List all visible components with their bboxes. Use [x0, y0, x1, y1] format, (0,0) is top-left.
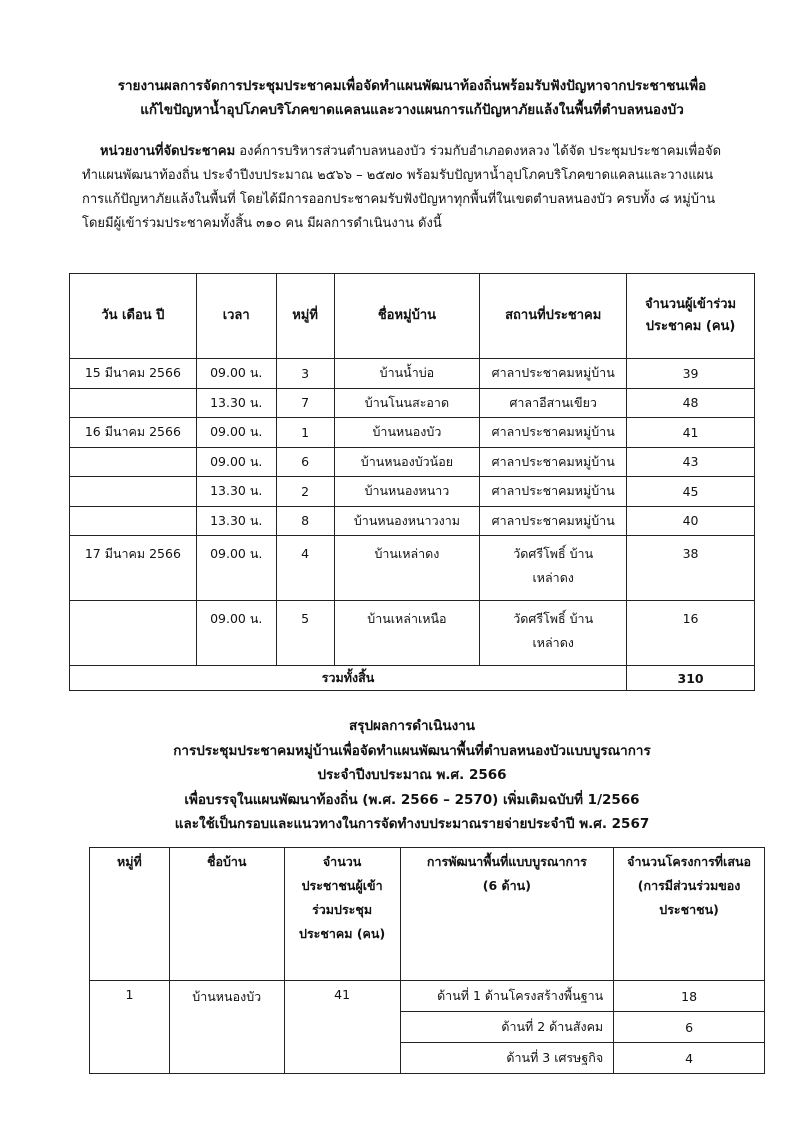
cell-count: 16 [627, 601, 755, 666]
cell-projects: 18 [614, 981, 765, 1012]
report-title-line-1: รายงานผลการจัดการประชุมประชาคมเพื่อจัดทำแผนพัฒนาท้องถิ่นพร้อมรับฟังปัญหาจากประชาชนเพื่อ [117, 78, 707, 94]
summary-line-1: สรุปผลการดำเนินงาน [348, 718, 476, 734]
cell-time: 09.00 น. [196, 447, 276, 477]
cell-count: 38 [627, 536, 755, 601]
cell-date: 15 มีนาคม 2566 [70, 359, 197, 389]
summary-heading [92, 714, 732, 837]
total-label: รวมทั้งสิ้น [70, 666, 627, 691]
cell-count: 39 [627, 359, 755, 389]
cell-place: ศาลาประชาคมหมู่บ้าน [480, 506, 627, 536]
cell-moo: 1 [90, 981, 170, 1074]
header-aspect: การพัฒนาพื้นที่แบบบูรณาการ (6 ด้าน) [400, 848, 614, 981]
cell-place: ศาลาอีสานเขียว [480, 388, 627, 418]
cell-village: บ้านโนนสะอาด [334, 388, 480, 418]
meeting-table-header [70, 274, 755, 359]
cell-village: บ้านเหล่าเหนือ [334, 601, 480, 666]
intro-text: องค์การบริหารส่วนตำบลหนองบัว ร่วมกับอำเภอดงหลวง ได้จัด ประชุมประชาคมเพื่อจัดทำแผนพัฒนาท้องถิ่น ประจำปีงบประมาณ ๒๕๖๖ – ๒๕๗๐ พร้อมรับปัญหาน้ำอุปโภคบริโภคขาดแคลนและวางแผนการแก้ปัญหาภัยแล้งในพื้นที่ โดยได้มีการออกประชาคมรับฟังปัญหาทุกพื้นที่ในเขตตำบลหนองบัว ครบทั้ง ๘ หมู่บ้าน โดยมีผู้เข้าร่วมประชาคมทั้งสิ้น ๓๑๐ คน มีผลการดำเนินงาน ดังนี้ [82, 144, 722, 231]
cell-village: บ้านหนองบัว [169, 981, 284, 1074]
table-row [70, 477, 755, 507]
cell-moo: 7 [276, 388, 334, 418]
table-row [70, 447, 755, 477]
cell-time: 13.30 น. [196, 506, 276, 536]
table-row [90, 981, 765, 1012]
cell-aspect: ด้านที่ 3 เศรษฐกิจ [400, 1043, 614, 1074]
cell-place: วัดศรีโพธิ์ บ้านเหล่าดง [480, 601, 627, 666]
summary-table-header [90, 848, 765, 981]
table-row [70, 536, 755, 601]
cell-aspect: ด้านที่ 2 ด้านสังคม [400, 1012, 614, 1043]
header-date: วัน เดือน ปี [70, 274, 197, 359]
summary-line-4: เพื่อบรรจุในแผนพัฒนาท้องถิ่น (พ.ศ. 2566 – 2570) เพิ่มเติมฉบับที่ 1/2566 [184, 791, 640, 808]
cell-moo: 4 [276, 536, 334, 601]
cell-count: 41 [627, 418, 755, 448]
table-row [70, 359, 755, 389]
cell-village: บ้านหนองหนาว [334, 477, 480, 507]
header-place: สถานที่ประชาคม [480, 274, 627, 359]
cell-count: 48 [627, 388, 755, 418]
cell-place: วัดศรีโพธิ์ บ้านเหล่าดง [480, 536, 627, 601]
cell-place: ศาลาประชาคมหมู่บ้าน [480, 359, 627, 389]
cell-date [70, 601, 197, 666]
cell-village: บ้านหนองบัวน้อย [334, 447, 480, 477]
report-title-line-2: แก้ไขปัญหาน้ำอุปโภคบริโภคขาดแคลนและวางแผนการแก้ปัญหาภัยแล้งในพื้นที่ตำบลหนองบัว [140, 102, 684, 118]
summary-line-2: การประชุมประชาคมหมู่บ้านเพื่อจัดทำแผนพัฒนาพื้นที่ตำบลหนองบัวแบบบูรณาการ [173, 742, 651, 759]
cell-aspect: ด้านที่ 1 ด้านโครงสร้างพื้นฐาน [400, 981, 614, 1012]
summary-table [89, 847, 765, 1074]
cell-date [70, 388, 197, 418]
total-value: 310 [627, 666, 755, 691]
cell-village: บ้านเหล่าดง [334, 536, 480, 601]
cell-village: บ้านหนองบัว [334, 418, 480, 448]
meeting-table [69, 273, 755, 691]
header-attendees: จำนวนประชาชนผู้เข้าร่วมประชุมประชาคม (คน) [284, 848, 400, 981]
table-row [70, 388, 755, 418]
table-total-row [70, 666, 755, 691]
cell-date: 16 มีนาคม 2566 [70, 418, 197, 448]
header-time: เวลา [196, 274, 276, 359]
cell-time: 09.00 น. [196, 601, 276, 666]
cell-place: ศาลาประชาคมหมู่บ้าน [480, 477, 627, 507]
cell-date [70, 447, 197, 477]
cell-time: 09.00 น. [196, 359, 276, 389]
header-moo: หมู่ที่ [90, 848, 170, 981]
header-village: ชื่อบ้าน [169, 848, 284, 981]
report-title [92, 74, 732, 122]
table-row [70, 506, 755, 536]
header-projects: จำนวนโครงการที่เสนอ (การมีส่วนร่วมของประชาชน) [614, 848, 765, 981]
cell-date: 17 มีนาคม 2566 [70, 536, 197, 601]
cell-moo: 6 [276, 447, 334, 477]
cell-place: ศาลาประชาคมหมู่บ้าน [480, 447, 627, 477]
cell-time: 09.00 น. [196, 418, 276, 448]
cell-count: 45 [627, 477, 755, 507]
cell-moo: 8 [276, 506, 334, 536]
cell-village: บ้านน้ำบ่อ [334, 359, 480, 389]
header-count: จำนวนผู้เข้าร่วมประชาคม (คน) [627, 274, 755, 359]
header-village: ชื่อหมู่บ้าน [334, 274, 480, 359]
cell-time: 13.30 น. [196, 477, 276, 507]
cell-count: 40 [627, 506, 755, 536]
intro-label: หน่วยงานที่จัดประชาคม [100, 144, 236, 159]
cell-time: 13.30 น. [196, 388, 276, 418]
cell-moo: 3 [276, 359, 334, 389]
cell-count: 43 [627, 447, 755, 477]
table-row [70, 418, 755, 448]
cell-projects: 4 [614, 1043, 765, 1074]
cell-moo: 5 [276, 601, 334, 666]
cell-time: 09.00 น. [196, 536, 276, 601]
cell-attendees: 41 [284, 981, 400, 1074]
table-row [70, 601, 755, 666]
intro-paragraph [82, 140, 722, 236]
cell-place: ศาลาประชาคมหมู่บ้าน [480, 418, 627, 448]
summary-line-3: ประจำปีงบประมาณ พ.ศ. 2566 [317, 767, 507, 783]
cell-projects: 6 [614, 1012, 765, 1043]
cell-village: บ้านหนองหนาวงาม [334, 506, 480, 536]
summary-line-5: และใช้เป็นกรอบและแนวทางในการจัดทำงบประมาณรายจ่ายประจำปี พ.ศ. 2567 [174, 816, 650, 832]
cell-moo: 1 [276, 418, 334, 448]
cell-date [70, 477, 197, 507]
header-moo: หมู่ที่ [276, 274, 334, 359]
cell-moo: 2 [276, 477, 334, 507]
cell-date [70, 506, 197, 536]
